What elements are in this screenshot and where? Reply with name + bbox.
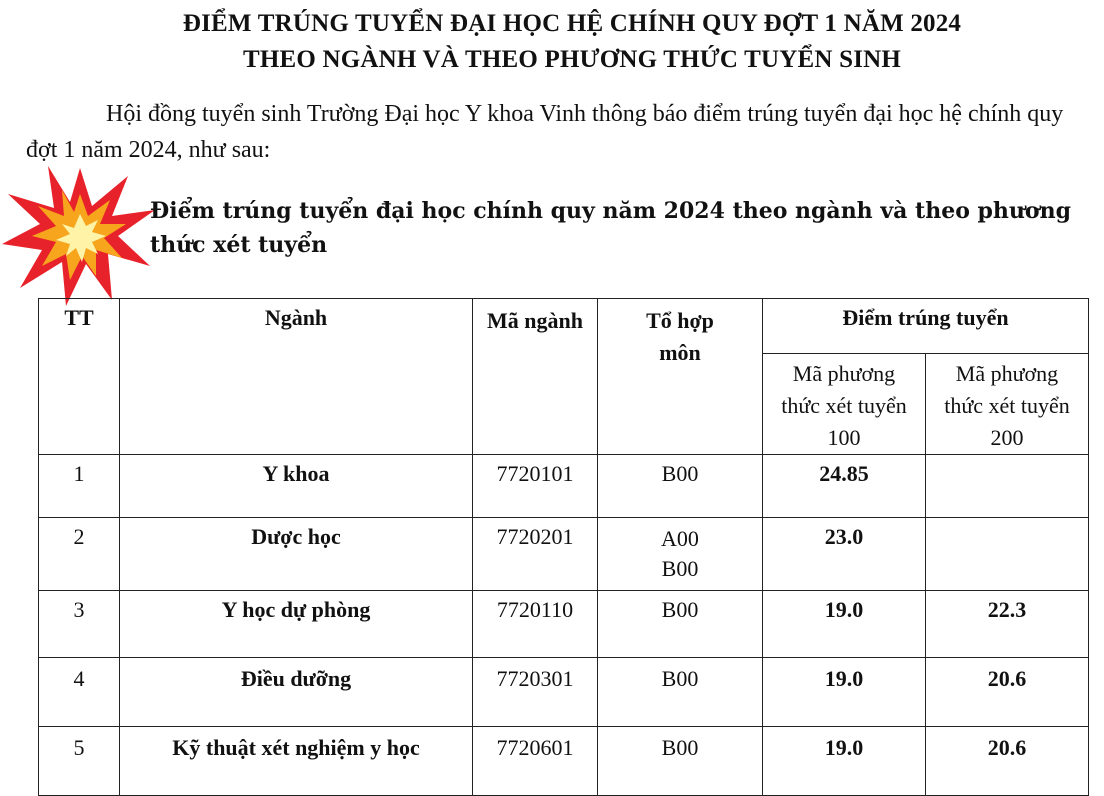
to-hop-a00: A00: [661, 526, 699, 551]
header-tt: TT: [39, 299, 120, 455]
header-pt100-text: Mã phương thức xét tuyển 100: [781, 361, 907, 450]
table-row: [39, 591, 1089, 658]
cell-to-hop: [598, 518, 763, 591]
cell-diem-100: 24.85: [763, 455, 926, 518]
cell-diem-200: 22.3: [926, 591, 1089, 658]
cell-tt: 2: [39, 518, 120, 591]
cell-diem-200: 20.6: [926, 727, 1089, 796]
cell-tt: 4: [39, 658, 120, 727]
cell-diem-100: 19.0: [763, 591, 926, 658]
cell-nganh: Y học dự phòng: [120, 591, 473, 658]
cell-ma: 7720110: [473, 591, 598, 658]
header-to-hop: [598, 299, 763, 455]
cell-tt: 1: [39, 455, 120, 518]
cell-to-hop: B00: [598, 658, 763, 727]
cell-nganh: Y khoa: [120, 455, 473, 518]
cell-diem-200: 20.6: [926, 658, 1089, 727]
explosion-icon: [0, 158, 160, 308]
cell-ma: 7720201: [473, 518, 598, 591]
table-row: [39, 518, 1089, 591]
header-diem-trung-tuyen: Điểm trúng tuyển: [763, 299, 1089, 354]
cell-tt: 3: [39, 591, 120, 658]
intro-paragraph: Hội đồng tuyển sinh Trường Đại học Y khoa Vinh thông báo điểm trúng tuyển đại học hệ chính quy đợt 1 năm 2024, như sau:: [26, 101, 1064, 163]
cell-nganh: Dược học: [120, 518, 473, 591]
table-row: [39, 455, 1089, 518]
cell-diem-100: 19.0: [763, 658, 926, 727]
table-header-row: [39, 299, 1089, 354]
cell-to-hop: B00: [598, 591, 763, 658]
admission-scores-table: [38, 298, 1089, 796]
header-pt100: [763, 354, 926, 455]
header-ma-nganh-text: Mã ngành: [487, 308, 583, 333]
cell-diem-200: [926, 518, 1089, 591]
to-hop-b00: B00: [661, 556, 699, 581]
cell-diem-100: 19.0: [763, 727, 926, 796]
page-title-line-1: ĐIỂM TRÚNG TUYỂN ĐẠI HỌC HỆ CHÍNH QUY ĐỢT 1 NĂM 2024: [182, 10, 962, 37]
cell-nganh: Kỹ thuật xét nghiệm y học: [120, 727, 473, 796]
cell-ma: 7720301: [473, 658, 598, 727]
cell-ma: 7720101: [473, 455, 598, 518]
header-to-hop-text: Tổ hợp môn: [646, 308, 714, 365]
cell-nganh: Điều dưỡng: [120, 658, 473, 727]
header-nganh: Ngành: [120, 299, 473, 455]
cell-diem-200: [926, 455, 1089, 518]
header-pt200-text: Mã phương thức xét tuyển 200: [944, 361, 1070, 450]
table-row: [39, 658, 1089, 727]
header-ma-nganh: [473, 299, 598, 455]
header-pt200: [926, 354, 1089, 455]
table-row: [39, 727, 1089, 796]
page-title-line-2: THEO NGÀNH VÀ THEO PHƯƠNG THỨC TUYỂN SINH: [242, 46, 902, 73]
cell-to-hop: B00: [598, 727, 763, 796]
cell-tt: 5: [39, 727, 120, 796]
cell-ma: 7720601: [473, 727, 598, 796]
cell-to-hop: B00: [598, 455, 763, 518]
section-heading: Điểm trúng tuyển đại học chính quy năm 2024 theo ngành và theo phương thức xét tuyển: [150, 198, 1071, 258]
cell-diem-100: 23.0: [763, 518, 926, 591]
